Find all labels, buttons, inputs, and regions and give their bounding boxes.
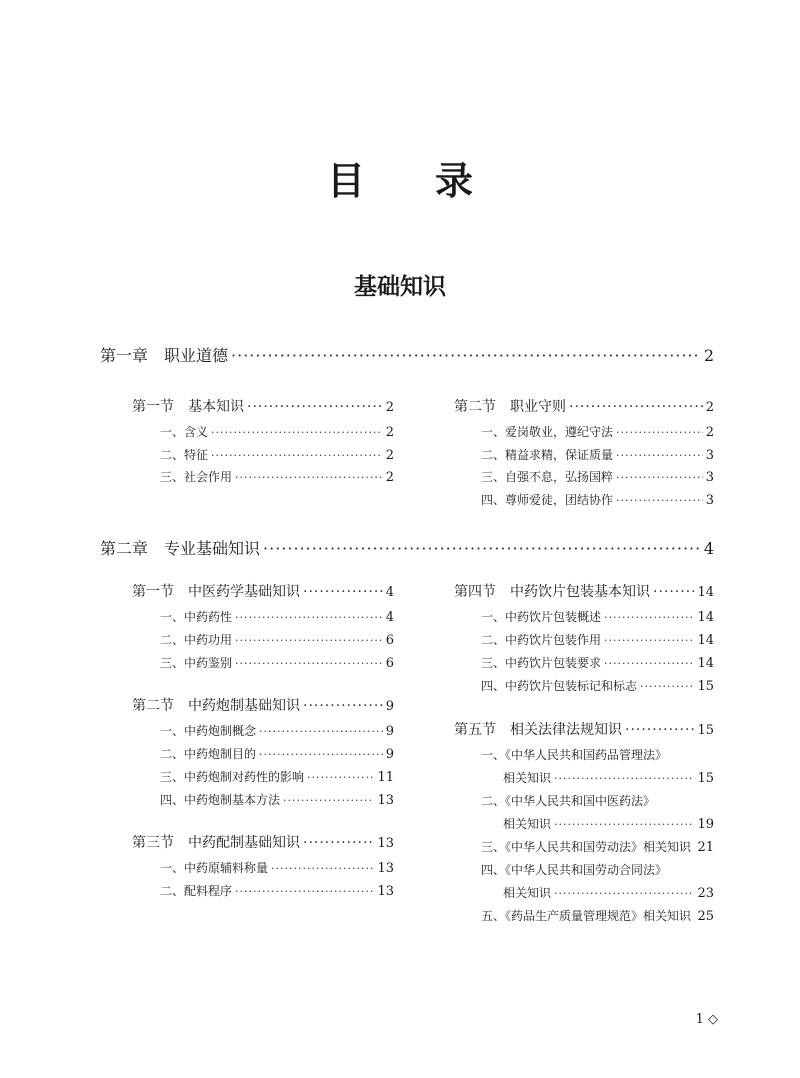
toc-item[interactable]: 一、中药炮制概念 ····· 9 [160, 722, 394, 739]
toc-section[interactable]: 第二节 中药炮制基础知识 ····· 9 [132, 695, 394, 715]
toc-item[interactable]: 相关知识 ····· 23 [503, 884, 714, 901]
leader-dots [303, 698, 383, 714]
toc-item[interactable]: 一、中药饮片包装概述 ····· 14 [481, 608, 714, 625]
toc-item[interactable]: 三、中药炮制对药性的影响 ····· 11 [160, 768, 394, 785]
toc-item[interactable]: 三、中药饮片包装要求 ····· 14 [481, 654, 714, 671]
toc-item[interactable]: 二、中药饮片包装作用 ····· 14 [481, 631, 714, 648]
toc-chapter-2[interactable]: 第二章 专业基础知识 ····· 4 [100, 536, 714, 559]
toc-item[interactable]: 四、中药饮片包装标记和标志 ····· 15 [481, 677, 714, 694]
leader-dots [616, 426, 703, 439]
toc-item[interactable]: 二、精益求精，保证质量 ····· 3 [481, 446, 714, 463]
page-number: 1 ◇ [695, 1012, 718, 1027]
leader-dots [235, 471, 383, 484]
page-title: 目 录 [326, 159, 474, 203]
leader-dots [554, 887, 694, 900]
leader-dots [235, 885, 374, 898]
toc-item[interactable]: 一、爱岗敬业，遵纪守法 ····· 2 [481, 423, 714, 440]
leader-dots [653, 584, 694, 600]
toc-item[interactable]: 四、尊师爱徒，团结协作 ····· 3 [481, 491, 714, 508]
leader-dots [235, 657, 383, 670]
toc-item-line1[interactable]: 四、《中华人民共和国劳动合同法》 [481, 863, 668, 877]
toc-item[interactable]: 一、含义 ····· 2 [160, 423, 394, 440]
toc-item[interactable]: 四、中药炮制基本方法 ····· 13 [160, 791, 394, 808]
leader-dots [616, 494, 703, 507]
leader-dots [303, 584, 383, 600]
toc-item[interactable]: 二、中药炮制目的 ····· 9 [160, 745, 394, 762]
leader-dots [283, 794, 374, 807]
toc-section[interactable]: 第五节 相关法律法规知识 ····· 15 [454, 719, 714, 739]
leader-dots [263, 539, 701, 558]
leader-dots [247, 399, 383, 415]
leader-dots [569, 399, 703, 415]
toc-item-line1[interactable]: 一、《中华人民共和国药品管理法》 [481, 748, 668, 762]
leader-dots [235, 611, 383, 624]
leader-dots [303, 835, 374, 851]
toc-item[interactable]: 一、中药原辅料称量 ····· 13 [160, 859, 394, 876]
toc-item[interactable]: 相关知识 ····· 15 [503, 769, 714, 786]
toc-item[interactable]: 三、中药鉴别 ····· 6 [160, 654, 394, 671]
toc-item-line1[interactable]: 二、《中华人民共和国中医药法》 [481, 794, 656, 808]
leader-dots [616, 471, 703, 484]
leader-dots [554, 818, 694, 831]
toc-item[interactable]: 三、社会作用 ····· 2 [160, 468, 394, 485]
toc-section[interactable]: 第三节 中药配制基础知识 ····· 13 [132, 832, 394, 852]
leader-dots [211, 426, 383, 439]
leader-dots [235, 634, 383, 647]
toc-item[interactable]: 一、中药药性 ····· 4 [160, 608, 394, 625]
leader-dots [307, 771, 374, 784]
leader-dots [625, 722, 694, 738]
toc-section[interactable]: 第一节 基本知识 ····· 2 [132, 396, 394, 416]
leader-dots [231, 346, 701, 365]
leader-dots [554, 772, 694, 785]
leader-dots [604, 611, 694, 624]
toc-section[interactable]: 第一节 中医药学基础知识 ····· 4 [132, 581, 394, 601]
toc-item[interactable]: 二、中药功用 ····· 6 [160, 631, 394, 648]
toc-item[interactable]: 二、特征 ····· 2 [160, 446, 394, 463]
toc-item[interactable]: 三、自强不息，弘扬国粹 ····· 3 [481, 468, 714, 485]
toc-item[interactable]: 相关知识 ····· 19 [503, 815, 714, 832]
leader-dots [259, 748, 383, 761]
leader-dots [271, 862, 374, 875]
toc-section[interactable]: 第二节 职业守则 ····· 2 [454, 396, 714, 416]
toc-item[interactable]: 五、《药品生产质量管理规范》相关知识 ····· 25 [481, 907, 714, 924]
toc-item[interactable]: 二、配料程序 ····· 13 [160, 882, 394, 899]
part-title: 基础知识 [354, 274, 446, 300]
leader-dots [211, 449, 383, 462]
leader-dots [604, 634, 694, 647]
toc-chapter-1[interactable]: 第一章 职业道德 ····· 2 [100, 343, 714, 366]
toc-section[interactable]: 第四节 中药饮片包装基本知识 ····· 14 [454, 581, 714, 601]
toc-item[interactable]: 三、《中华人民共和国劳动法》相关知识 ····· 21 [481, 838, 714, 855]
leader-dots [604, 657, 694, 670]
leader-dots [259, 725, 383, 738]
leader-dots [640, 680, 694, 693]
leader-dots [616, 449, 703, 462]
